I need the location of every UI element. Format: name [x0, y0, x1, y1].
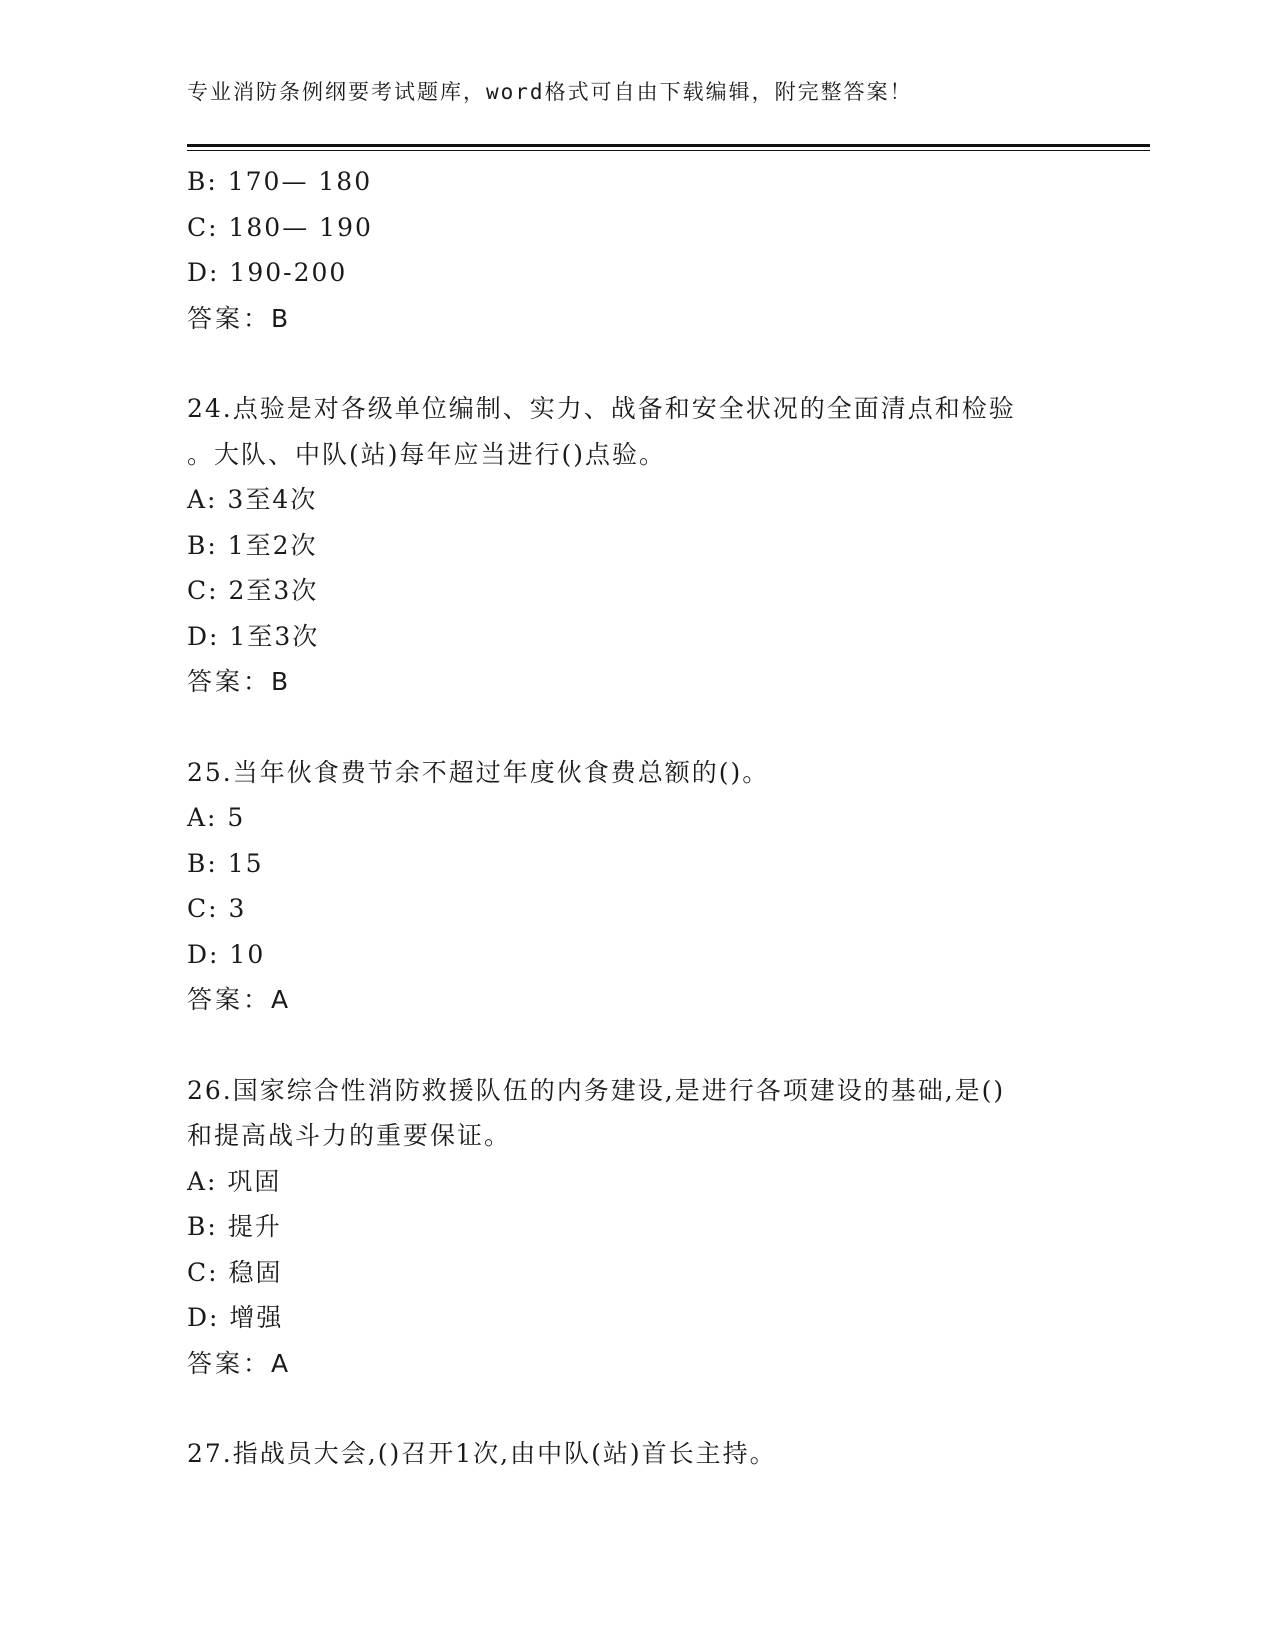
document-header: 专业消防条例纲要考试题库，word格式可自由下载编辑，附完整答案！	[187, 80, 913, 104]
question-text: 25.当年伙食费节余不超过年度伙食费总额的()。	[187, 757, 770, 787]
question-text: 27.指战员大会,()召开1次,由中队(站)首长主持。	[187, 1439, 777, 1468]
option-b: B: 170— 180	[187, 167, 373, 196]
question-text: 24.点验是对各级单位编制、实力、战备和安全状况的全面清点和检验	[187, 394, 1016, 423]
question-27	[187, 1431, 1087, 1477]
spacer	[187, 705, 1087, 750]
option-c: C: 2至3次	[187, 576, 319, 605]
option-b: B: 1至2次	[187, 530, 318, 560]
question-23-tail	[187, 159, 1087, 341]
question-text: 。大队、中队(站)每年应当进行()点验。	[187, 439, 667, 469]
option-d: D: 190-200	[187, 258, 348, 287]
option-d: D: 10	[187, 939, 266, 969]
option-c: C: 稳固	[187, 1257, 283, 1287]
option-c: C: 180— 190	[187, 212, 373, 242]
spacer	[187, 341, 1087, 386]
option-a: A: 5	[187, 803, 246, 832]
option-c: C: 3	[187, 894, 247, 923]
answer-line: 答案：B	[187, 303, 292, 333]
option-b: B: 15	[187, 848, 264, 878]
option-a: A: 巩固	[187, 1166, 282, 1196]
option-d: D: 1至3次	[187, 621, 320, 651]
option-a: A: 3至4次	[187, 485, 318, 514]
question-text: 和提高战斗力的重要保证。	[187, 1121, 512, 1150]
question-24	[187, 386, 1087, 705]
answer-line: 答案：A	[187, 985, 292, 1014]
option-d: D: 增强	[187, 1303, 284, 1332]
question-list	[187, 159, 1087, 1477]
option-b: B: 提升	[187, 1212, 282, 1241]
question-26	[187, 1068, 1087, 1387]
question-text: 26.国家综合性消防救援队伍的内务建设,是进行各项建设的基础,是()	[187, 1075, 1006, 1105]
spacer	[187, 1023, 1087, 1068]
answer-line: 答案：B	[187, 667, 292, 696]
header-divider	[187, 144, 1150, 151]
question-25	[187, 750, 1087, 1023]
answer-line: 答案：A	[187, 1348, 292, 1378]
spacer	[187, 1386, 1087, 1431]
